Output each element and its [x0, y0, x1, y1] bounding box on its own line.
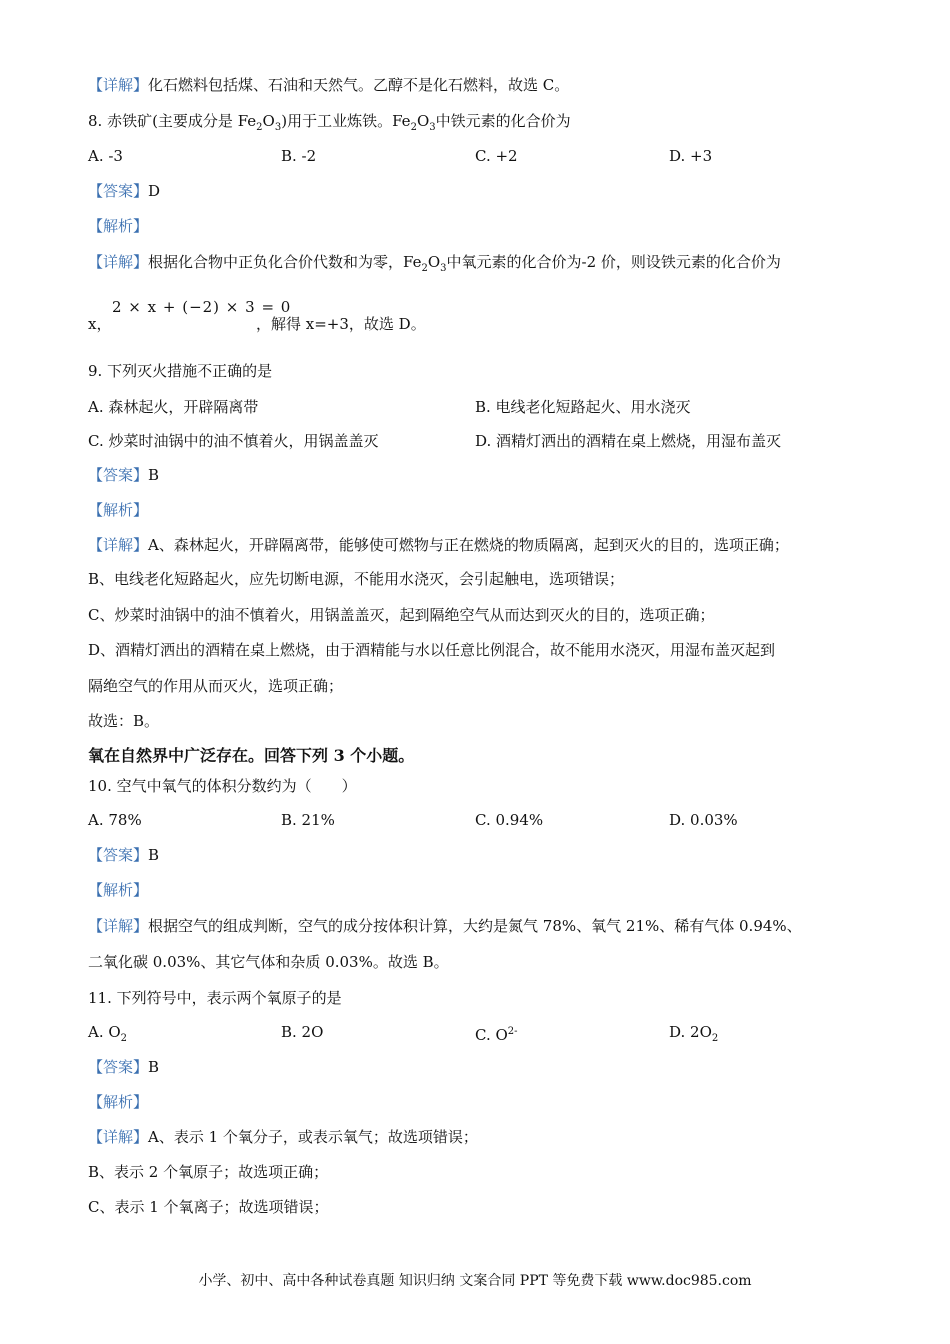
q10-answer: 【答案】B [88, 846, 160, 864]
q8-option-b: B. -2 [281, 147, 317, 165]
q11-option-c: C. $O^{2-}$ [475, 1026, 518, 1044]
q9-detail-line1: 【详解】A、森林起火，开辟隔离带，能够使可燃物与正在燃烧的物质隔离，起到灭火的目的，选项正确； [88, 536, 789, 554]
q8-analysis-tag: 【解析】 [88, 217, 149, 235]
q10-option-b: B. 21% [281, 811, 335, 829]
q8-stem: 8. 赤铁矿(主要成分是 $Fe_2O_3$)用于工业炼铁。$Fe_2O_3$中铁元素的化合价为 [88, 112, 571, 133]
q11-stem: 11. 下列符号中，表示两个氧原子的是 [88, 989, 342, 1007]
q11-detail-line1: 【详解】A、表示 1 个氧分子，或表示氧气；故选项错误； [88, 1128, 478, 1146]
q11-option-a: A. $O_2$ [88, 1023, 128, 1044]
group-heading: 氧在自然界中广泛存在。回答下列 3 个小题。 [88, 746, 415, 765]
q11-analysis-tag: 【解析】 [88, 1093, 149, 1111]
q8-answer: 【答案】D [88, 182, 161, 200]
q8-detail-line2-a: x， [88, 315, 112, 333]
q9-option-a: A. 森林起火，开辟隔离带 [88, 398, 259, 416]
q9-option-b: B. 电线老化短路起火、用水浇灭 [475, 398, 691, 416]
q10-analysis-tag: 【解析】 [88, 881, 149, 899]
q8-formula: 2 × x + (−2) × 3 = 0 [112, 298, 292, 316]
q10-option-a: A. 78% [88, 811, 142, 829]
q9-stem: 9. 下列灭火措施不正确的是 [88, 362, 273, 380]
q7-detail: 【详解】化石燃料包括煤、石油和天然气。乙醇不是化石燃料，故选 C。 [88, 76, 570, 94]
q9-detail-line3: C、炒菜时油锅中的油不慎着火，用锅盖盖灭，起到隔绝空气从而达到灭火的目的，选项正确； [88, 606, 715, 624]
q9-analysis-tag: 【解析】 [88, 501, 149, 519]
q10-detail-line1: 【详解】根据空气的组成判断，空气的成分按体积计算，大约是氮气 78%、氧气 21%、稀有气体 0.94%、 [88, 917, 802, 935]
q11-detail-line2: B、表示 2 个氧原子；故选项正确； [88, 1163, 329, 1181]
q11-option-b: B. 2O [281, 1023, 324, 1041]
q9-detail-line4: D、酒精灯洒出的酒精在桌上燃烧，由于酒精能与水以任意比例混合，故不能用水浇灭，用湿布盖灭起到 [88, 641, 776, 659]
q10-stem: 10. 空气中氧气的体积分数约为（ ） [88, 777, 357, 795]
q9-detail-line2: B、电线老化短路起火，应先切断电源，不能用水浇灭，会引起触电，选项错误； [88, 570, 625, 588]
q10-detail-line2: 二氧化碳 0.03%、其它气体和杂质 0.03%。故选 B。 [88, 953, 449, 971]
q11-detail-line3: C、表示 1 个氧离子；故选项错误； [88, 1198, 329, 1216]
q8-option-a: A. -3 [88, 147, 123, 165]
q11-answer: 【答案】B [88, 1058, 160, 1076]
detail-tag: 【详解】 [88, 76, 149, 94]
q9-answer: 【答案】B [88, 466, 160, 484]
q8-detail: 【详解】根据化合物中正负化合价代数和为零，$Fe_2O_3$中氧元素的化合价为-2 价，则设铁元素的化合价为 [88, 253, 781, 274]
q8-option-d: D. +3 [669, 147, 713, 165]
q11-option-d: D. $2O_2$ [669, 1023, 719, 1044]
q8-detail-line2-b: ，解得 x=+3，故选 D。 [256, 315, 426, 333]
q9-option-c: C. 炒菜时油锅中的油不慎着火，用锅盖盖灭 [88, 432, 379, 450]
q9-detail-line6: 故选：B。 [88, 712, 160, 730]
q8-option-c: C. +2 [475, 147, 518, 165]
q9-detail-line5: 隔绝空气的作用从而灭火，选项正确； [88, 677, 344, 695]
q9-option-d: D. 酒精灯洒出的酒精在桌上燃烧，用湿布盖灭 [475, 432, 782, 450]
page-footer: 小学、初中、高中各种试卷真题 知识归纳 文案合同 PPT 等免费下载 www.doc985.com [198, 1273, 752, 1289]
q10-option-c: C. 0.94% [475, 811, 544, 829]
q10-option-d: D. 0.03% [669, 811, 738, 829]
